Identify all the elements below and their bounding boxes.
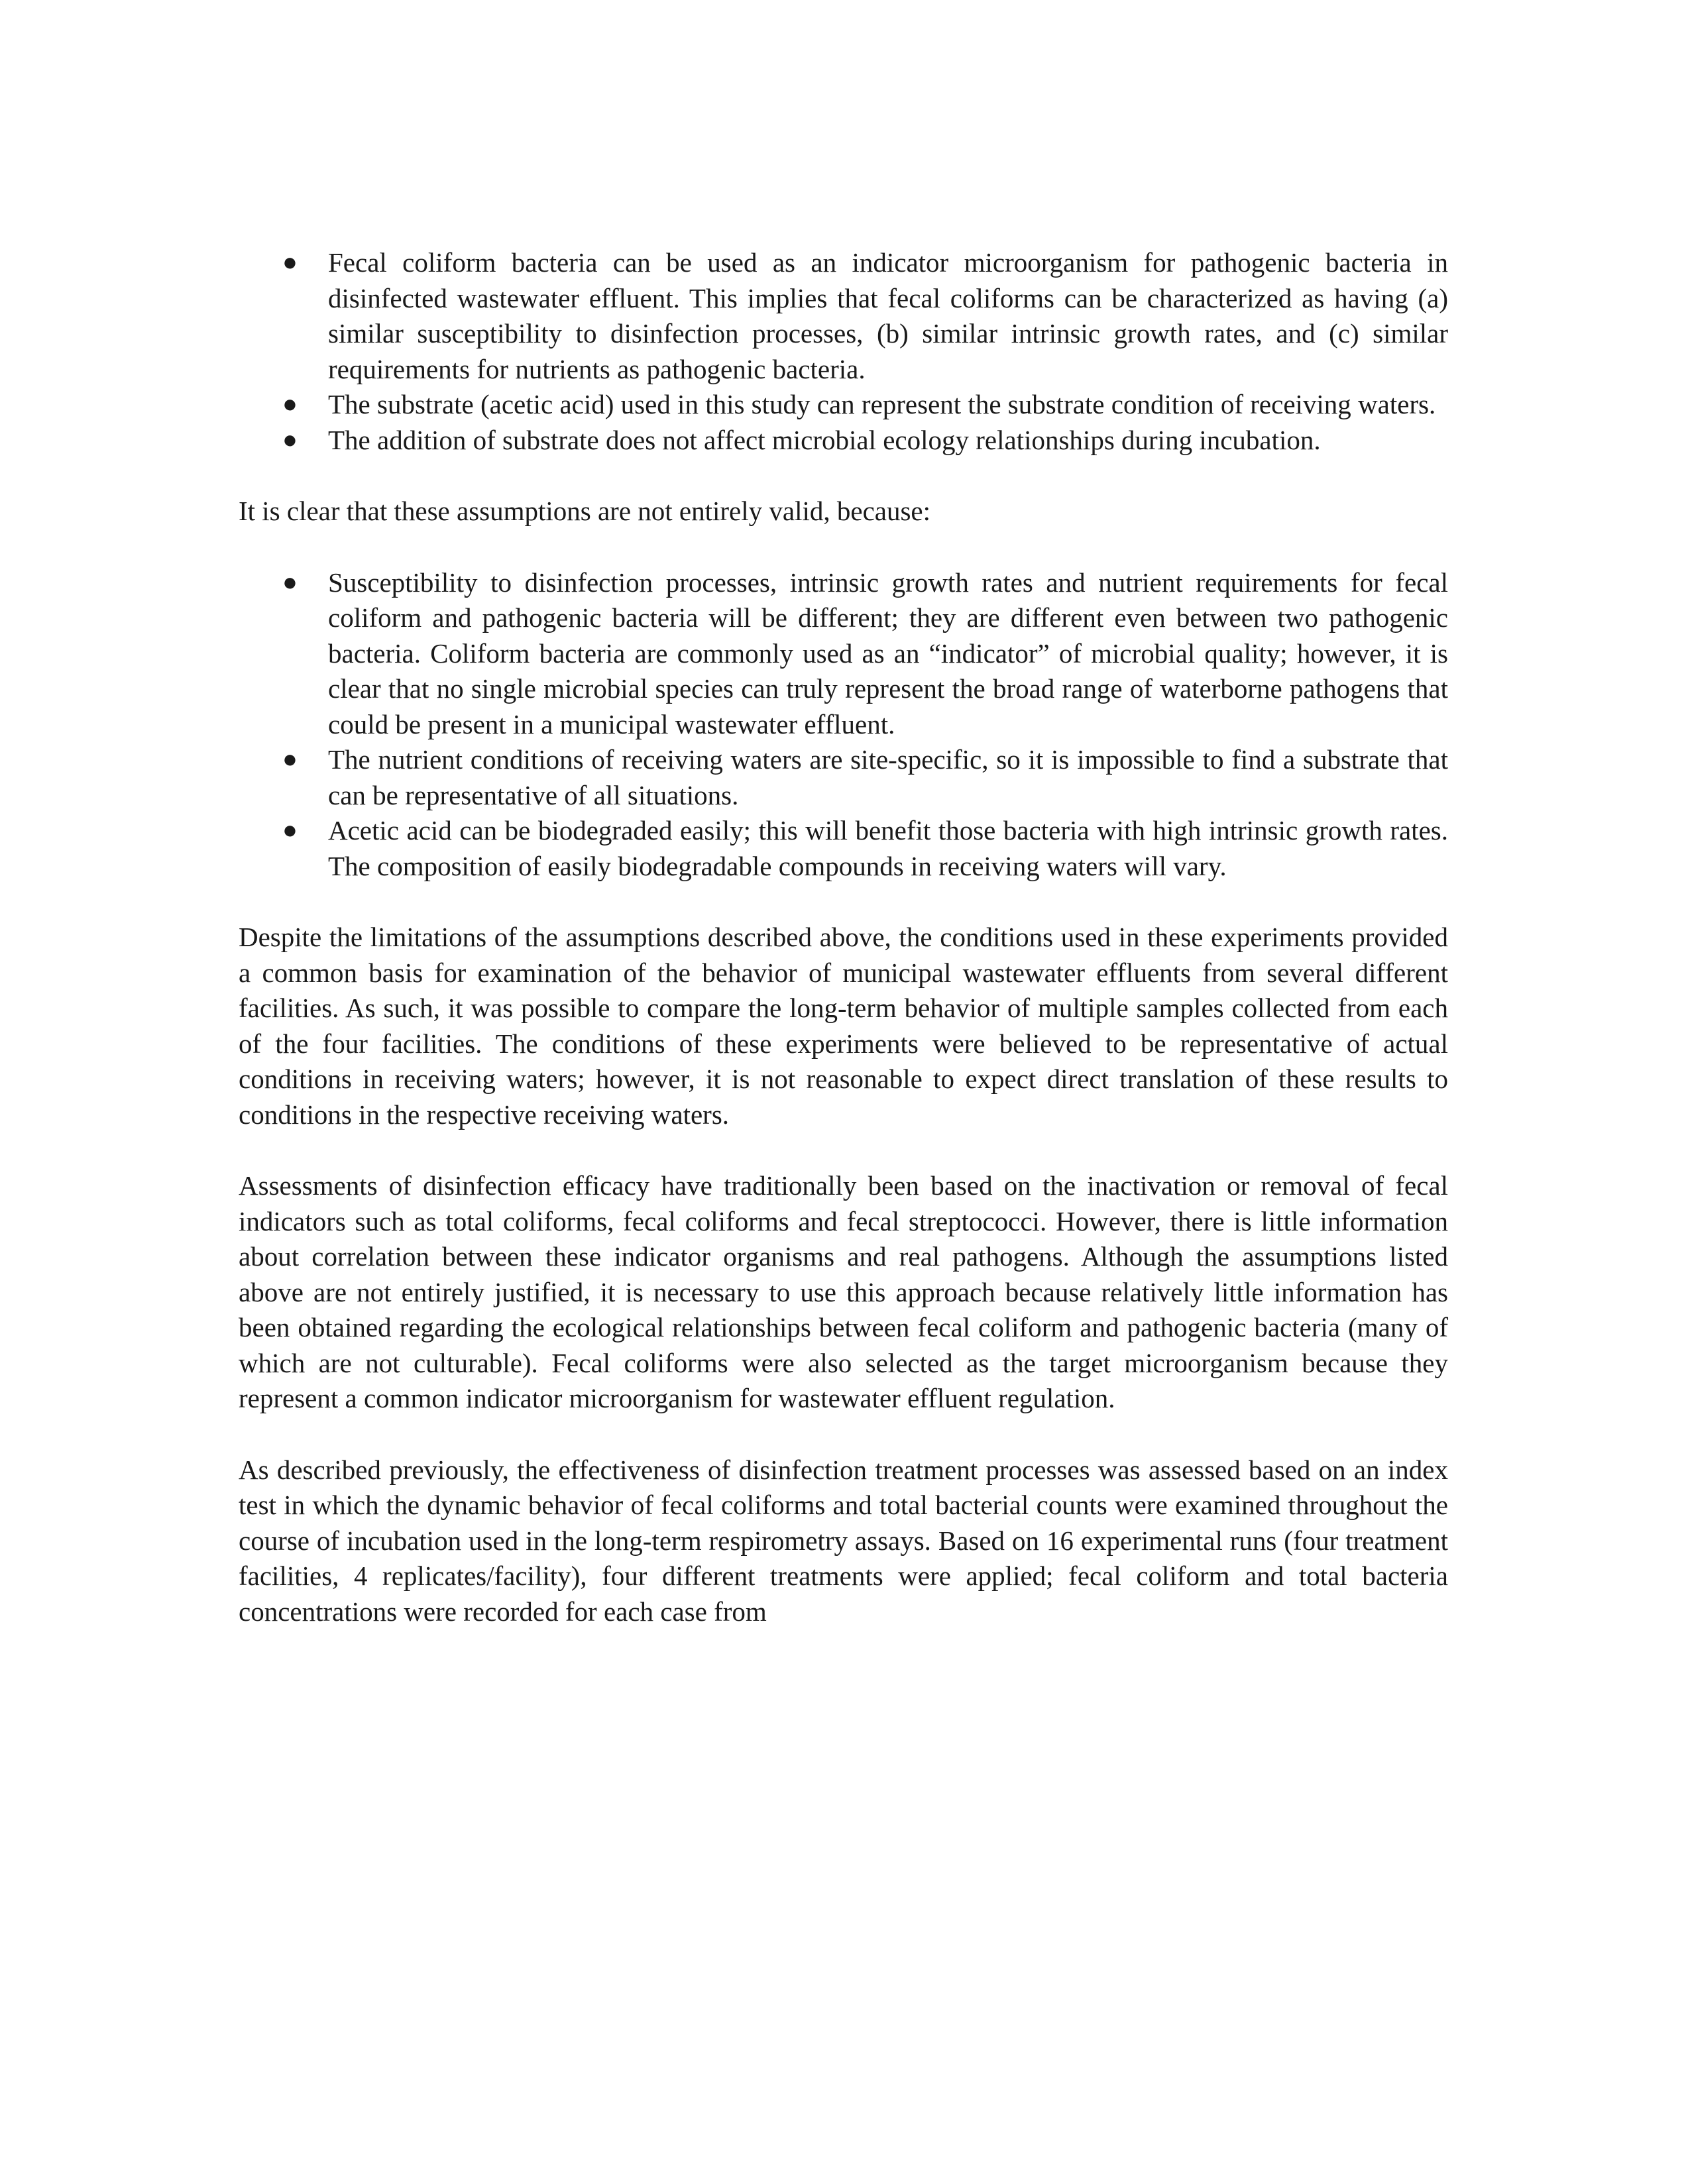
bullet-icon: ● [282, 816, 298, 844]
body-paragraph: As described previously, the effectiveness of disinfection treatment processes was assessed based on an index test in which the dynamic behavior of fecal coliforms and total bacterial counts were examined throughout the course of incubation used in the long-term respirometry assays. Based on 16 experimental runs (four treatment facilities, 4 replicates/facility), four different treatments were applied; fecal coliform and total bacteria concentrations were recorded for each case from [239, 1454, 1448, 1627]
list-item-text: Acetic acid can be biodegraded easily; this will benefit those bacteria with high intrinsic growth rates. The composition of easily biodegradable compounds in receiving waters will vary. [328, 815, 1448, 881]
list-item-text: The addition of substrate does not affect microbial ecology relationships during incubation. [328, 424, 1321, 455]
list-item-text: Fecal coliform bacteria can be used as an indicator microorganism for pathogenic bacteria in disinfected wastewater effluent. This implies that fecal coliforms can be characterized as having (a) similar susceptibility to disinfection processes, (b) similar intrinsic growth rates, and (c) similar requirements for nutrients as pathogenic bacteria. [328, 247, 1448, 384]
spacer [239, 1417, 1448, 1452]
bullet-icon: ● [282, 248, 298, 276]
spacer [239, 884, 1448, 920]
document-page [239, 245, 1448, 1629]
list-item [239, 245, 1448, 387]
list-item [239, 423, 1448, 459]
spacer [239, 458, 1448, 494]
limitations-list [239, 565, 1448, 885]
bullet-icon: ● [282, 390, 298, 418]
list-item-text: Susceptibility to disinfection processes, intrinsic growth rates and nutrient requirements for fecal coliform and pathogenic bacteria will be different; they are different even between two pathogenic bacteria. Coliform bacteria are commonly used as an “indicator” of microbial quality; however, it is clear that no single microbial species can truly represent the broad range of waterborne pathogens that could be present in a municipal wastewater effluent. [328, 567, 1448, 739]
body-paragraph: Despite the limitations of the assumptions described above, the conditions used in these experiments provided a common basis for examination of the behavior of municipal wastewater effluents from several different facilities. As such, it was possible to compare the long-term behavior of multiple samples collected from each of the four facilities. The conditions of these experiments were believed to be representative of actual conditions in receiving waters; however, it is not reasonable to expect direct translation of these results to conditions in the respective receiving waters. [239, 922, 1448, 1130]
list-item-text: The nutrient conditions of receiving waters are site-specific, so it is impossible to find a substrate that can be representative of all situations. [328, 744, 1448, 810]
assumptions-list [239, 245, 1448, 458]
spacer [239, 1132, 1448, 1168]
spacer [239, 529, 1448, 565]
list-item [239, 742, 1448, 813]
list-item [239, 565, 1448, 743]
bullet-icon: ● [282, 745, 298, 773]
body-paragraph: Assessments of disinfection efficacy have traditionally been based on the inactivation or removal of fecal indicators such as total coliforms, fecal coliforms and fecal streptococci. However, there is little information about correlation between these indicator organisms and real pathogens. Although the assumptions listed above are not entirely justified, it is necessary to use this approach because relatively little information has been obtained regarding the ecological relationships between fecal coliform and pathogenic bacteria (many of which are not culturable). Fecal coliforms were also selected as the target microorganism because they represent a common indicator microorganism for wastewater effluent regulation. [239, 1170, 1448, 1413]
intro-paragraph: It is clear that these assumptions are not entirely valid, because: [239, 496, 931, 526]
bullet-icon: ● [282, 568, 298, 596]
list-item [239, 813, 1448, 884]
bullet-icon: ● [282, 425, 298, 454]
list-item [239, 387, 1448, 423]
list-item-text: The substrate (acetic acid) used in this study can represent the substrate condition of receiving waters. [328, 389, 1436, 419]
